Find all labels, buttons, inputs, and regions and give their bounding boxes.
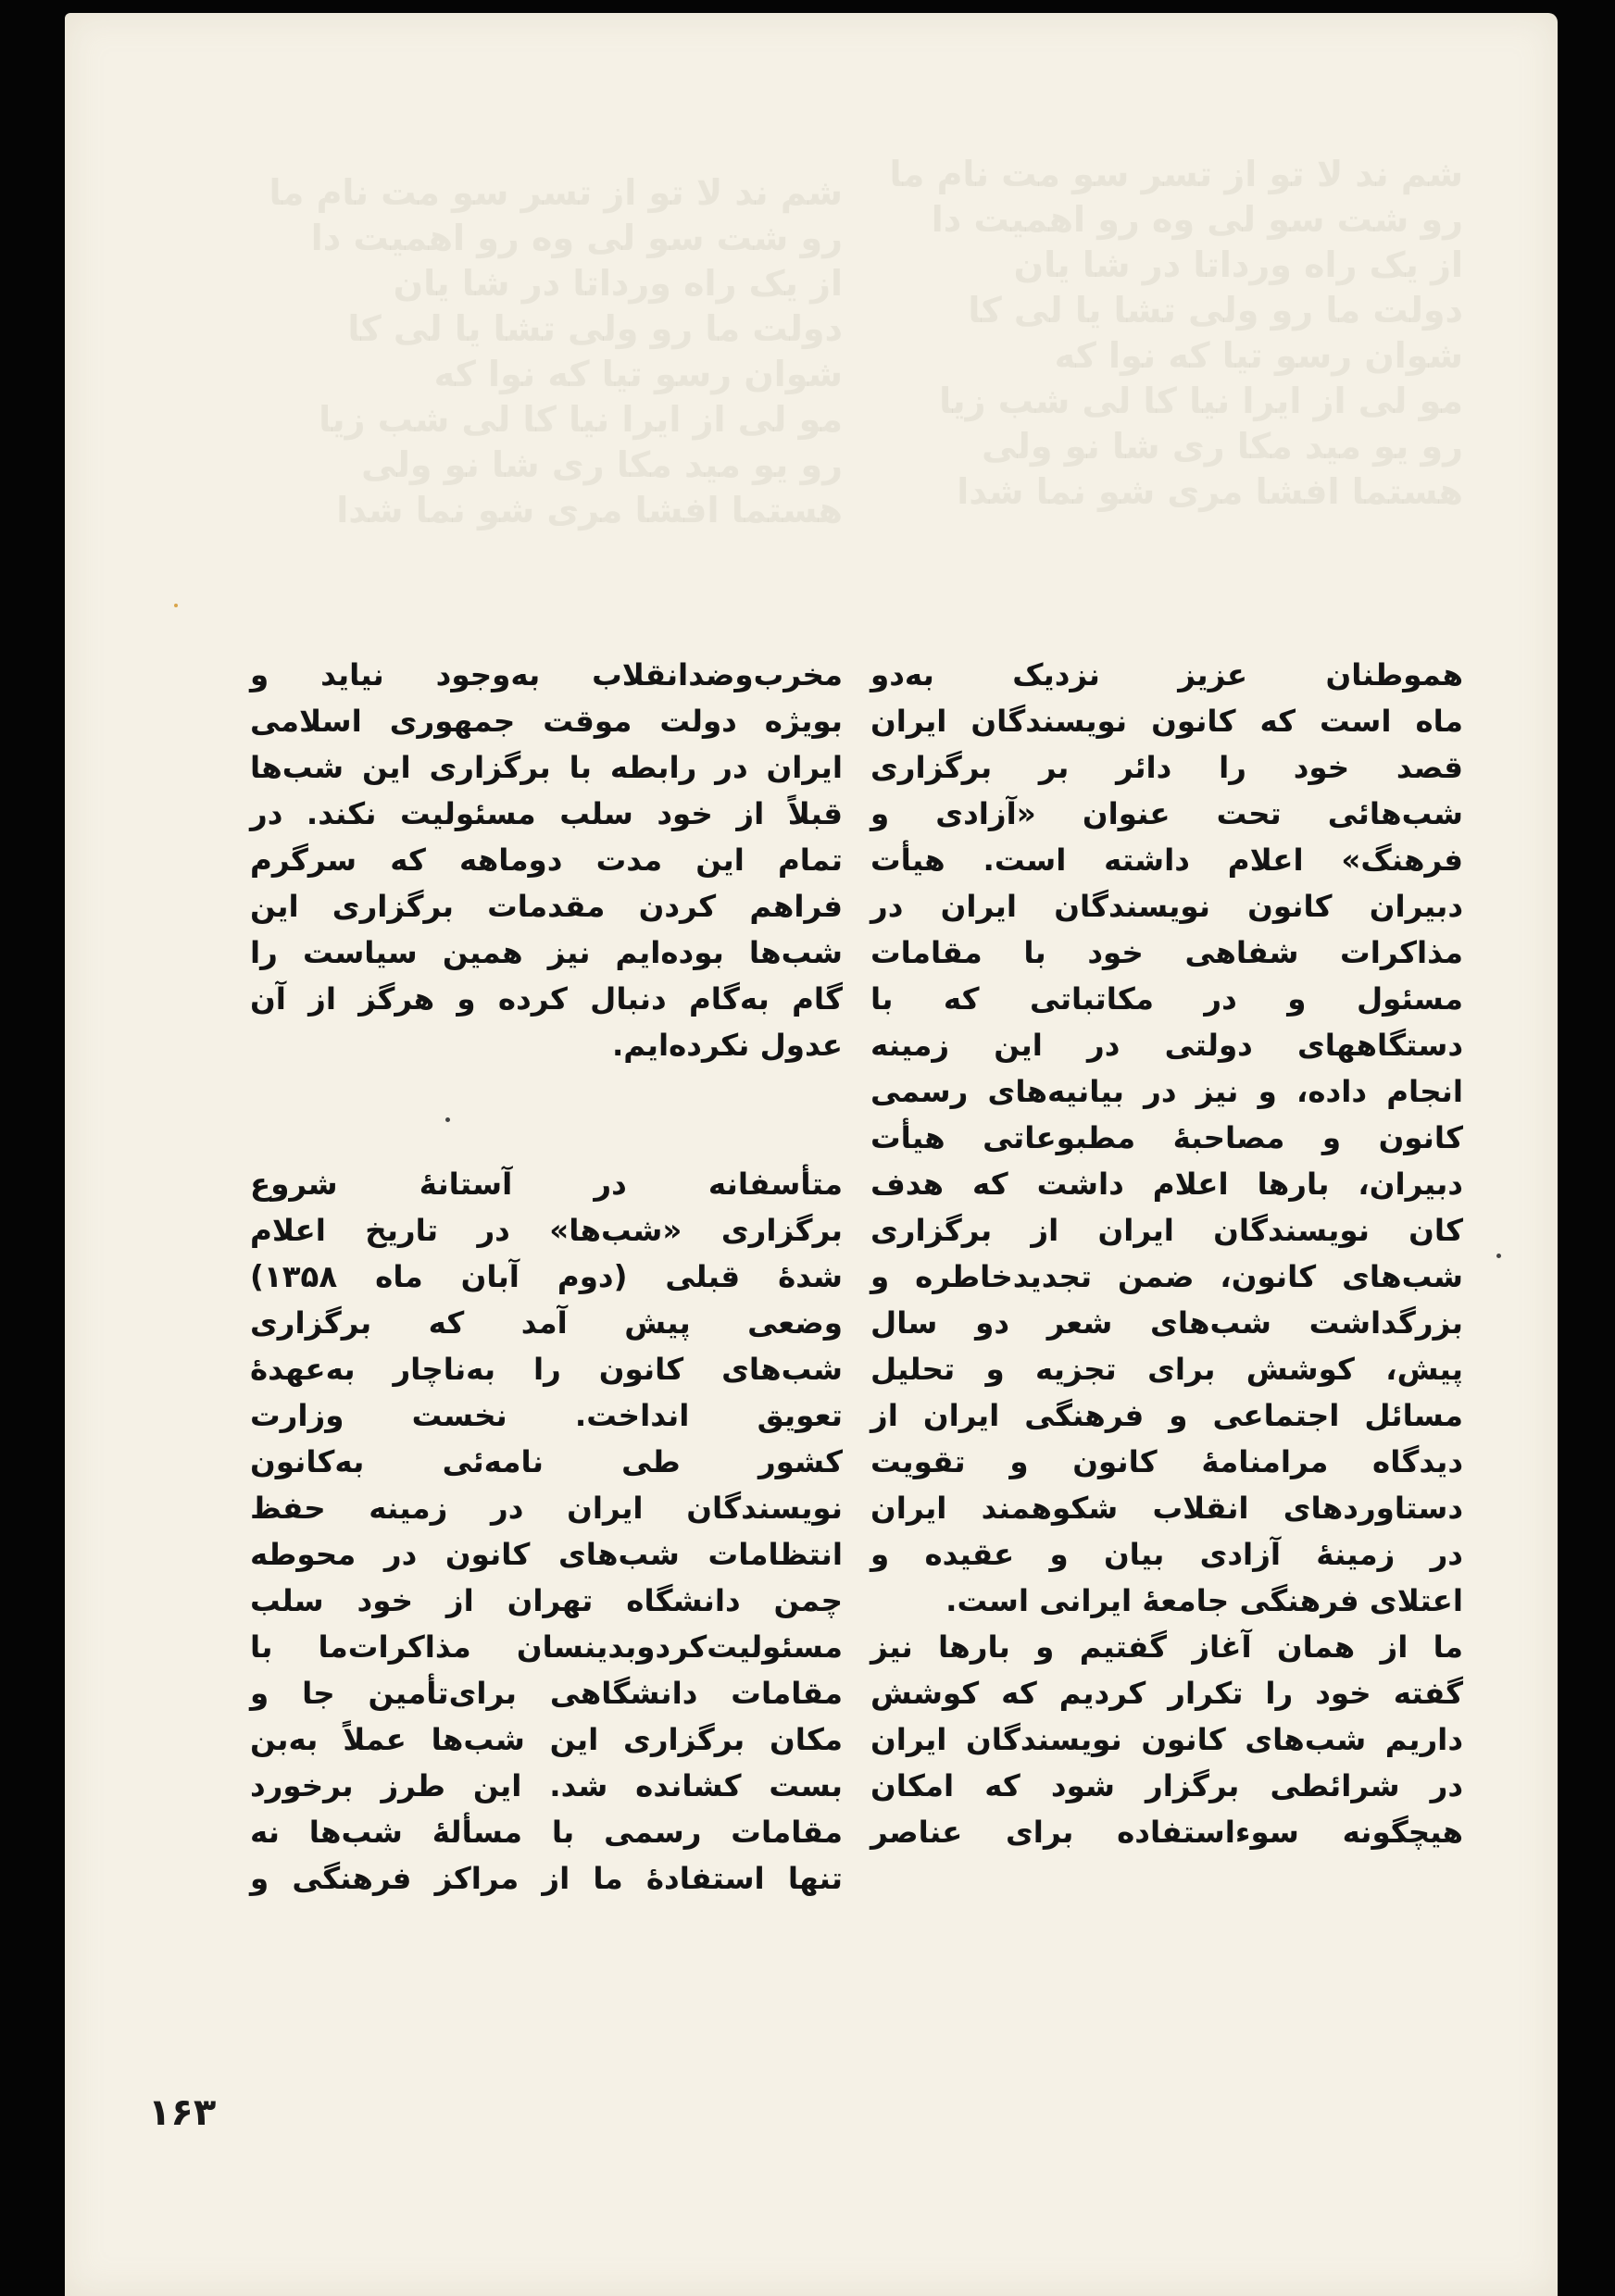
text-line: وضعی پیش آمد که برگزاری (250, 1305, 843, 1341)
paragraph-gap (250, 1068, 843, 1161)
text-line: گام به‌گام دنبال کرده و هرگز از آن (250, 981, 843, 1017)
text-line: تنها استفادهٔ ما از مراکز فرهنگی و (250, 1861, 843, 1896)
text-line: متأسفانه در آستانهٔ شروع (250, 1167, 843, 1202)
text-line: هموطنان عزیز نزدیک به‌دو (870, 657, 1463, 693)
text-line: شب‌ها بوده‌ایم نیز همین سیاست را (250, 935, 843, 970)
text-line: نویسندگان ایران در زمینه حفظ (250, 1491, 843, 1526)
text-line: برگزاری «شب‌ها» در تاریخ اعلام (250, 1213, 843, 1248)
text-line: مقامات رسمی با مسألهٔ شب‌ها نه (250, 1815, 843, 1850)
text-line: شدهٔ قبلی (دوم آبان ماه ۱۳۵۸) (250, 1259, 843, 1294)
text-line: دبیران کانون نویسندگان ایران در (870, 889, 1463, 924)
text-line: مقامات دانشگاهی برای‌تأمین جا و (250, 1676, 843, 1711)
text-line: هیچگونه سوءاستفاده برای عناصر (870, 1815, 1463, 1850)
left-text-column (250, 652, 843, 1902)
text-line: ماه است که کانون نویسندگان ایران (870, 704, 1463, 739)
document-page (65, 13, 1558, 2296)
text-line: قصد خود را دائر بر برگزاری (870, 750, 1463, 785)
text-line: در شرائطی برگزار شود که امکان (870, 1768, 1463, 1803)
text-line: مخرب‌وضدانقلاب به‌وجود نیاید و (250, 657, 843, 693)
text-line: دستگاههای دولتی در این زمینه (870, 1028, 1463, 1063)
paper-speck (174, 604, 178, 607)
text-line: عدول نکرده‌ایم. (611, 1028, 843, 1063)
bleed-through-text-left: ﺷﻢ ﻧﺪ ﻻ ﺗﻮ ﺍﺯ ﺗﺴﺮ ﺳﻮ ﻣﺖ ﻧﺎﻡ ﻣﺎ ﺭﻭ ﺷﺖ ﺳﻮ ﻟﯽ ﻭﻩ ﺭﻭ ﺍﻫﻤﯿﺖ ﺩﺍ ﺍﺯ ﯾﮏ ﺭﺍﻩ ﻭﺭﺩﺍﺗﺎ ﺩﺭ ﺷﺎ ﯾﺎﻥ ﺩﻭﻟﺖ ﻣﺎ ﺭﻭ ﻭﻟﯽ ﺗﺸﺎ ﯾﺎ ﻟﯽ ﮐﺎ ﺷﻮﺍﻥ ﺭﺳﻮ ﺗﯿﺎ ﮐﻪ ﻧﻮﺍ ﮐﻪ ﻣﻮ ﻟﯽ ﺍﺯ ﺍﯾﺮﺍ ﻧﯿﺎ ﮐﺎ ﻟﯽ ﺷﺐ ﺯﯾﺎ ﺭﻭ ﯾﻮ ﻣﯿﺪ ﻣﮑﺎ ﺭﯼ ﺷﺎ ﻧﻮ ﻭﻟﯽ ﻫﺴﺘﻤﺎ ﺍﻓﺸﺎ ﻣﺮﯼ ﺷﻮ ﻧﻤﺎ ﺷﺪﺍ (269, 172, 843, 530)
ink-dot (1496, 1254, 1501, 1258)
text-line: بویژه دولت موقت جمهوری اسلامی (250, 704, 843, 739)
page-number: ۱۶۳ (148, 2091, 217, 2134)
text-line: مسائل اجتماعی و فرهنگی ایران از (870, 1398, 1463, 1433)
text-line: چمن دانشگاه تهران از خود سلب (250, 1583, 843, 1618)
text-line: فرهنگ» اعلام داشته است. هیأت (870, 842, 1463, 878)
text-line: اعتلای فرهنگی جامعهٔ ایرانی است. (945, 1583, 1463, 1618)
text-line: ما از همان آغاز گفتیم و بارها نیز (870, 1629, 1463, 1665)
text-line: دستاوردهای انقلاب شکوهمند ایران (870, 1491, 1463, 1526)
text-line: کانون و مصاحبهٔ مطبوعاتی هیأت (870, 1120, 1463, 1155)
bleed-through-text-right: ﺷﻢ ﻧﺪ ﻻ ﺗﻮ ﺍﺯ ﺗﺴﺮ ﺳﻮ ﻣﺖ ﻧﺎﻡ ﻣﺎ ﺭﻭ ﺷﺖ ﺳﻮ ﻟﯽ ﻭﻩ ﺭﻭ ﺍﻫﻤﯿﺖ ﺩﺍ ﺍﺯ ﯾﮏ ﺭﺍﻩ ﻭﺭﺩﺍﺗﺎ ﺩﺭ ﺷﺎ ﯾﺎﻥ ﺩﻭﻟﺖ ﻣﺎ ﺭﻭ ﻭﻟﯽ ﺗﺸﺎ ﯾﺎ ﻟﯽ ﮐﺎ ﺷﻮﺍﻥ ﺭﺳﻮ ﺗﯿﺎ ﮐﻪ ﻧﻮﺍ ﮐﻪ ﻣﻮ ﻟﯽ ﺍﺯ ﺍﯾﺮﺍ ﻧﯿﺎ ﮐﺎ ﻟﯽ ﺷﺐ ﺯﯾﺎ ﺭﻭ ﯾﻮ ﻣﯿﺪ ﻣﮑﺎ ﺭﯼ ﺷﺎ ﻧﻮ ﻭﻟﯽ ﻫﺴﺘﻤﺎ ﺍﻓﺸﺎ ﻣﺮﯼ ﺷﻮ ﻧﻤﺎ ﺷﺪﺍ (889, 154, 1463, 512)
text-line: پیش، کوشش برای تجزیه و تحلیل (870, 1352, 1463, 1387)
text-line: انجام داده، و نیز در بیانیه‌های رسمی (870, 1074, 1463, 1109)
text-line: تمام این مدت دوماهه که سرگرم (250, 842, 843, 878)
text-line: شب‌هائی تحت عنوان «آزادی و (870, 796, 1463, 831)
text-line: کشور طی نامه‌ئی به‌کانون (250, 1444, 843, 1479)
text-line: دیدگاه مرامنامهٔ کانون و تقویت (870, 1444, 1463, 1479)
text-line: کان نویسندگان ایران از برگزاری (870, 1213, 1463, 1248)
text-line: مذاکرات شفاهی خود با مقامات (870, 935, 1463, 970)
text-line: در زمینهٔ آزادی بیان و عقیده و (870, 1537, 1463, 1572)
text-line: ایران در رابطه با برگزاری این شب‌ها (250, 750, 843, 785)
right-text-column (870, 652, 1463, 1855)
text-line: گفته خود را تکرار کردیم که کوشش (870, 1676, 1463, 1711)
text-line: بست کشانده شد. این طرز برخورد (250, 1768, 843, 1803)
text-line: داریم شب‌های کانون نویسندگان ایران (870, 1722, 1463, 1757)
text-line: مکان برگزاری این شب‌ها عملاً به‌بن (250, 1722, 843, 1757)
text-line: مسئولیت‌کردوبدینسان مذاکرات‌ما با (250, 1629, 843, 1665)
text-line: بزرگداشت شب‌های شعر دو سال (870, 1305, 1463, 1341)
text-line: تعویق انداخت. نخست وزارت (250, 1398, 843, 1433)
text-line: دبیران، بارها اعلام داشت که هدف (870, 1167, 1463, 1202)
text-line: فراهم کردن مقدمات برگزاری این (250, 889, 843, 924)
text-line: مسئول و در مکاتباتی که با (870, 981, 1463, 1017)
text-line: شب‌های کانون، ضمن تجدیدخاطره و (870, 1259, 1463, 1294)
text-line: قبلاً از خود سلب مسئولیت نکند. در (250, 796, 843, 831)
text-line: انتظامات شب‌های کانون در محوطه (250, 1537, 843, 1572)
text-line: شب‌های کانون را به‌ناچار به‌عهدهٔ (250, 1352, 843, 1387)
